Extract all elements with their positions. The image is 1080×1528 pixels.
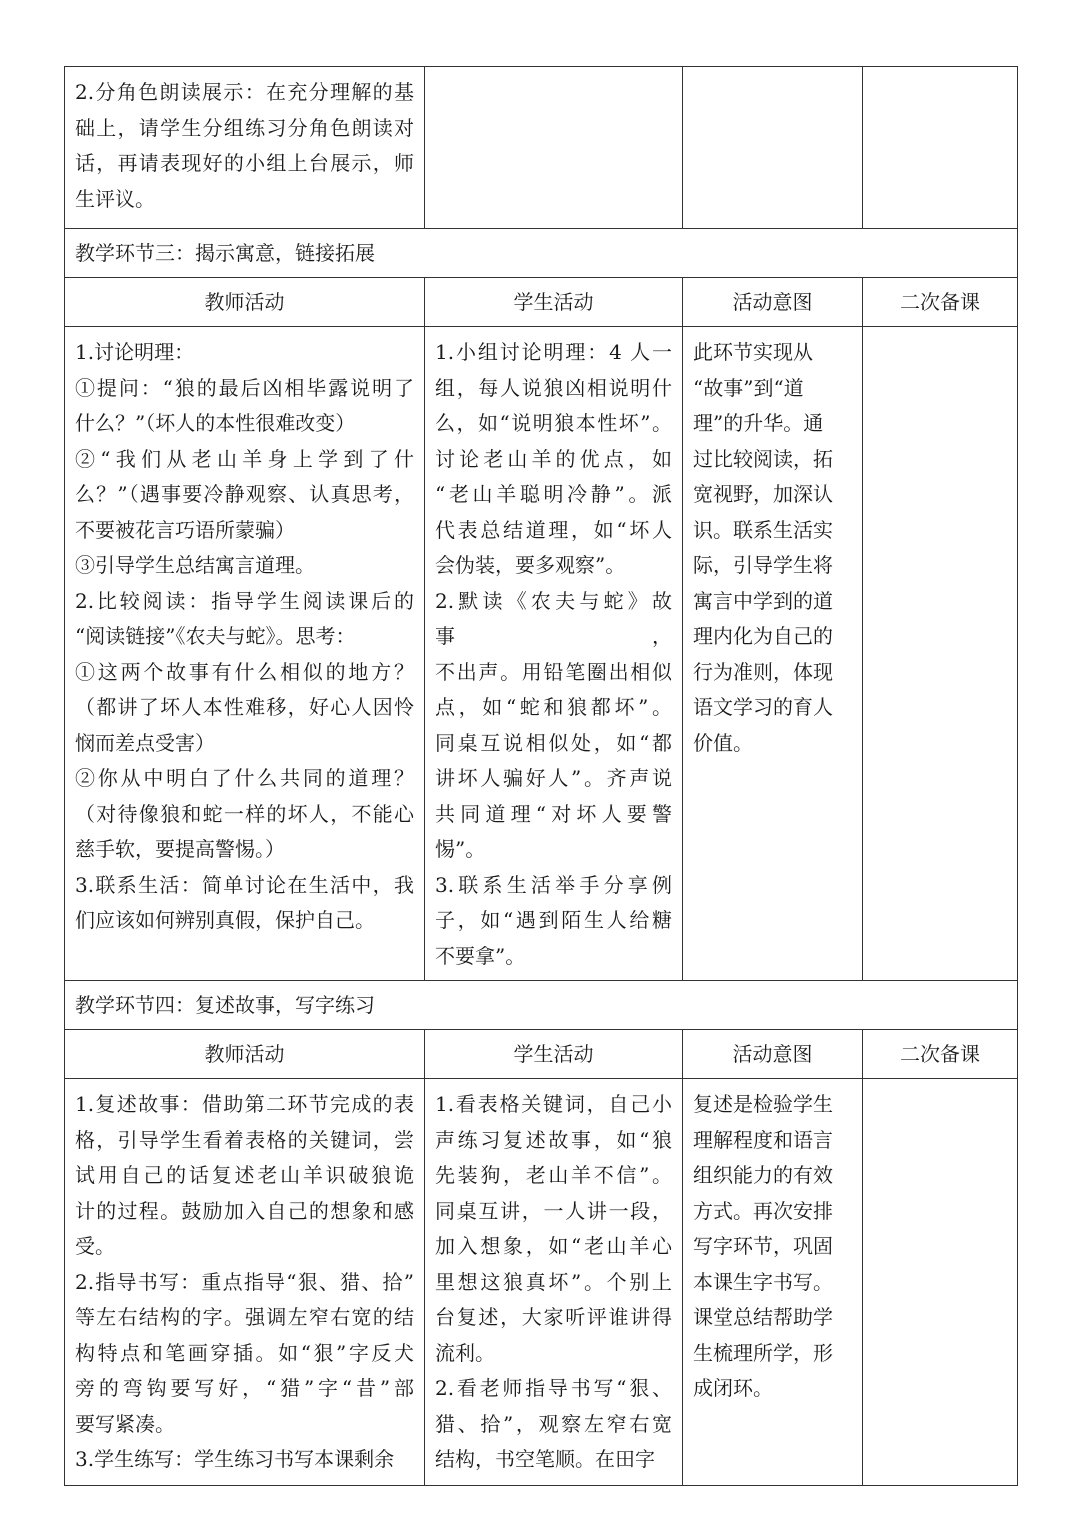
text-line: 语文学习的育人 [693,695,833,719]
text-line: 2.分角色朗读展示：在充分理解的基 [75,80,414,104]
text-line: ①提问：“狼的最后凶相毕露说明了 [75,375,414,400]
text-line: 理”的升华。通 [693,411,824,435]
text-line: 生评议。 [75,186,155,211]
text-line: 理内化为自己的 [693,624,833,648]
section-title: 教学环节三：揭示寓意，链接拓展 [65,229,1018,278]
second-prep-cell [863,67,1018,229]
activity-intent-cell [683,1079,863,1486]
text-line: 不要被花言巧语所蒙骗） [75,517,295,542]
text-line: 台复述，大家听评谁讲得 [435,1305,672,1329]
text-line: 子，如“遇到陌生人给糖 [435,908,672,932]
text-line: 什么？”（坏人的本性很难改变） [75,411,356,435]
text-line: 先装狗，老山羊不信”。 [435,1163,672,1187]
text-line: 结构，书空笔顺。在田字 [435,1447,655,1471]
header-activity-intent: 活动意图 [683,1030,863,1079]
table-row-top [65,67,1018,229]
text-line: 里想这狼真坏”。个别上 [435,1269,672,1294]
text-line: 讲坏人骗好人”。齐声说 [435,766,672,790]
text-line: 同桌互讲，一人讲一段， [435,1198,672,1223]
header-second-prep: 二次备课 [863,1030,1018,1079]
text-line: 构特点和笔画穿插。如“狠”字反犬 [75,1340,414,1365]
text-line: 加入想象，如“老山羊心 [435,1234,672,1258]
second-prep-cell [863,1079,1018,1486]
lesson-plan-table [64,66,1018,1486]
text-line: 会伪装，要多观察”。 [435,553,626,577]
text-line: 1.讨论明理： [75,340,195,364]
text-line: 等左右结构的字。强调左窄右宽的结 [75,1305,414,1329]
text-line: “老山羊聪明冷静”。派 [435,482,672,506]
teacher-activity-cell [65,1079,425,1486]
text-line: “故事”到“道 [693,375,804,400]
text-line: 共同道理“对坏人要警 [435,801,672,826]
header-second-prep: 二次备课 [863,278,1018,327]
section-title-row [65,981,1018,1030]
text-line: 点，如“蛇和狼都坏”。 [435,695,672,719]
activity-intent-cell [683,67,863,229]
header-row [65,278,1018,327]
text-line: ②你从中明白了什么共同的道理？ [75,766,414,790]
student-activity-cell [425,327,683,981]
header-teacher-activity: 教师活动 [65,1030,425,1079]
text-line: 价值。 [693,730,753,755]
activity-intent-cell [683,327,863,981]
text-line: 话，再请表现好的小组上台展示，师 [75,151,414,175]
text-line: 1.看表格关键词，自己小 [435,1092,672,1116]
text-line: 此环节实现从 [693,340,813,364]
text-line: 流利。 [435,1340,495,1365]
text-line: 复述是检验学生 [693,1092,833,1116]
text-line: 2.指导书写：重点指导“狠、猎、拾” [75,1269,414,1294]
text-line: 声练习复述故事，如“狼 [435,1127,672,1152]
text-line: 代表总结道理，如“坏人 [435,517,672,542]
section-title: 教学环节四：复述故事，写字练习 [65,981,1018,1030]
text-line: 生梳理所学，形 [693,1340,833,1365]
text-line: 识。联系生活实 [693,517,833,542]
text-line: （都讲了坏人本性难移，好心人因怜 [75,695,414,719]
text-line: 际，引导学生将 [693,553,833,577]
text-line: 试用自己的话复述老山羊识破狼诡 [75,1163,414,1187]
text-line: 1.复述故事：借助第二环节完成的表 [75,1092,414,1116]
text-line: 们应该如何辨别真假，保护自己。 [75,908,375,932]
text-line: 本课生字书写。 [693,1269,833,1294]
text-line: 不出声。用铅笔圈出相似 [435,659,672,684]
text-line: 2.看老师指导书写“狠、 [435,1376,672,1400]
text-line: 3.联系生活举手分享例 [435,872,672,897]
text-line: 成闭环。 [693,1376,773,1400]
text-line: 组，每人说狼凶相说明什 [435,375,672,400]
text-line: 过比较阅读，拓 [693,446,833,471]
second-prep-cell [863,327,1018,981]
table-row [65,327,1018,981]
text-line: 1.小组讨论明理：4 人一 [435,340,672,364]
text-line: 组织能力的有效 [693,1163,833,1187]
text-line: 讨论老山羊的优点，如 [435,446,672,471]
header-row [65,1030,1018,1079]
student-activity-cell [425,67,683,229]
text-line: ②“我们从老山羊身上学到了什 [75,446,414,471]
text-line: 础上，请学生分组练习分角色朗读对 [75,115,414,140]
student-activity-cell [425,1079,683,1486]
text-line: 方式。再次安排 [693,1198,833,1223]
text-line: 写字环节，巩固 [693,1234,833,1258]
text-line: 慈手软，要提高警惕。） [75,837,285,861]
text-line: 3.联系生活：简单讨论在生活中，我 [75,872,414,897]
text-line: “阅读链接”《农夫与蛇》。思考： [75,624,356,648]
header-activity-intent: 活动意图 [683,278,863,327]
text-line: 悯而差点受害） [75,730,215,755]
text-line: 猎、拾”，观察左窄右宽 [435,1411,672,1436]
text-line: 寓言中学到的道 [693,588,833,613]
text-line: 旁的弯钩要写好，“猎”字“昔”部 [75,1376,414,1400]
table-row [65,1079,1018,1486]
text-line: （对待像狼和蛇一样的坏人，不能心 [75,801,414,826]
text-line: 宽视野，加深认 [693,482,833,506]
text-line: 么？”（遇事要冷静观察、认真思考， [75,482,414,506]
text-line: 课堂总结帮助学 [693,1305,833,1329]
text-line: 惕”。 [435,837,486,861]
text-line: 2.默读《农夫与蛇》故事， [435,588,672,648]
text-line: 3.学生练写：学生练习书写本课剩余 [75,1447,395,1471]
text-line: 同桌互说相似处，如“都 [435,730,672,755]
text-line: 理解程度和语言 [693,1127,833,1152]
text-line: ③引导学生总结寓言道理。 [75,553,315,577]
text-line: 受。 [75,1234,115,1258]
text-line: 要写紧凑。 [75,1411,175,1436]
text-line: 计的过程。鼓励加入自己的想象和感 [75,1198,414,1223]
text-line: 不要拿”。 [435,943,526,968]
text-line: ①这两个故事有什么相似的地方？ [75,659,414,684]
text-line: 2.比较阅读：指导学生阅读课后的 [75,588,414,613]
header-teacher-activity: 教师活动 [65,278,425,327]
header-student-activity: 学生活动 [425,1030,683,1079]
section-title-row [65,229,1018,278]
text-line: 格，引导学生看着表格的关键词，尝 [75,1127,414,1152]
header-student-activity: 学生活动 [425,278,683,327]
text-line: 行为准则，体现 [693,659,833,684]
teacher-activity-cell [65,67,425,229]
text-line: 么，如“说明狼本性坏”。 [435,411,672,435]
teacher-activity-cell [65,327,425,981]
